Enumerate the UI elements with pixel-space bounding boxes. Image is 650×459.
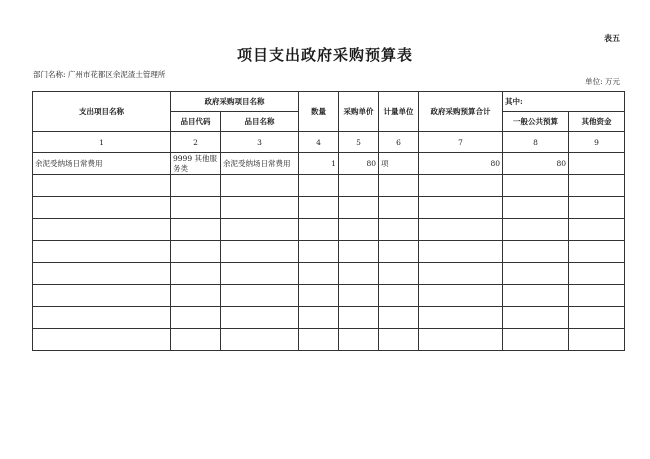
header-general-budget: 一般公共预算 xyxy=(503,112,569,132)
index-row xyxy=(33,132,625,153)
cell-total: 80 xyxy=(419,153,503,175)
index-cell: 1 xyxy=(33,132,171,153)
header-quantity: 数量 xyxy=(299,92,339,132)
header-procurement-group: 政府采购项目名称 xyxy=(171,92,299,112)
index-cell: 7 xyxy=(419,132,503,153)
cell-item-code: 9999 其他服务类 xyxy=(171,153,221,175)
header-measure-unit: 计量单位 xyxy=(379,92,419,132)
index-cell: 2 xyxy=(171,132,221,153)
header-project-name: 支出项目名称 xyxy=(33,92,171,132)
cell-other-funds xyxy=(569,153,625,175)
header-row xyxy=(33,92,625,112)
procurement-budget-table xyxy=(32,91,625,351)
empty-row xyxy=(33,241,625,263)
empty-row xyxy=(33,197,625,219)
cell-item-name: 余泥受纳场日常费用 xyxy=(221,153,299,175)
empty-row xyxy=(33,219,625,241)
header-total: 政府采购预算合计 xyxy=(419,92,503,132)
index-cell: 6 xyxy=(379,132,419,153)
header-among: 其中: xyxy=(503,92,625,112)
table-row xyxy=(33,153,625,175)
header-other-funds: 其他资金 xyxy=(569,112,625,132)
empty-row xyxy=(33,263,625,285)
empty-row xyxy=(33,285,625,307)
document-title: 项目支出政府采购预算表 xyxy=(236,46,413,64)
index-cell: 4 xyxy=(299,132,339,153)
department-name: 部门名称: 广州市花都区余泥渣土管理所 xyxy=(33,70,166,79)
unit-label: 单位: 万元 xyxy=(585,77,620,86)
cell-general-budget: 80 xyxy=(503,153,569,175)
index-cell: 5 xyxy=(339,132,379,153)
header-item-code: 品目代码 xyxy=(171,112,221,132)
cell-measure-unit: 项 xyxy=(379,153,419,175)
cell-project-name: 余泥受纳场日常费用 xyxy=(33,153,171,175)
header-item-name: 品目名称 xyxy=(221,112,299,132)
empty-row xyxy=(33,175,625,197)
cell-quantity: 1 xyxy=(299,153,339,175)
page-tag: 表五 xyxy=(604,33,620,43)
empty-row xyxy=(33,329,625,351)
empty-row xyxy=(33,307,625,329)
header-unit-price: 采购单价 xyxy=(339,92,379,132)
cell-unit-price: 80 xyxy=(339,153,379,175)
index-cell: 3 xyxy=(221,132,299,153)
index-cell: 9 xyxy=(569,132,625,153)
index-cell: 8 xyxy=(503,132,569,153)
